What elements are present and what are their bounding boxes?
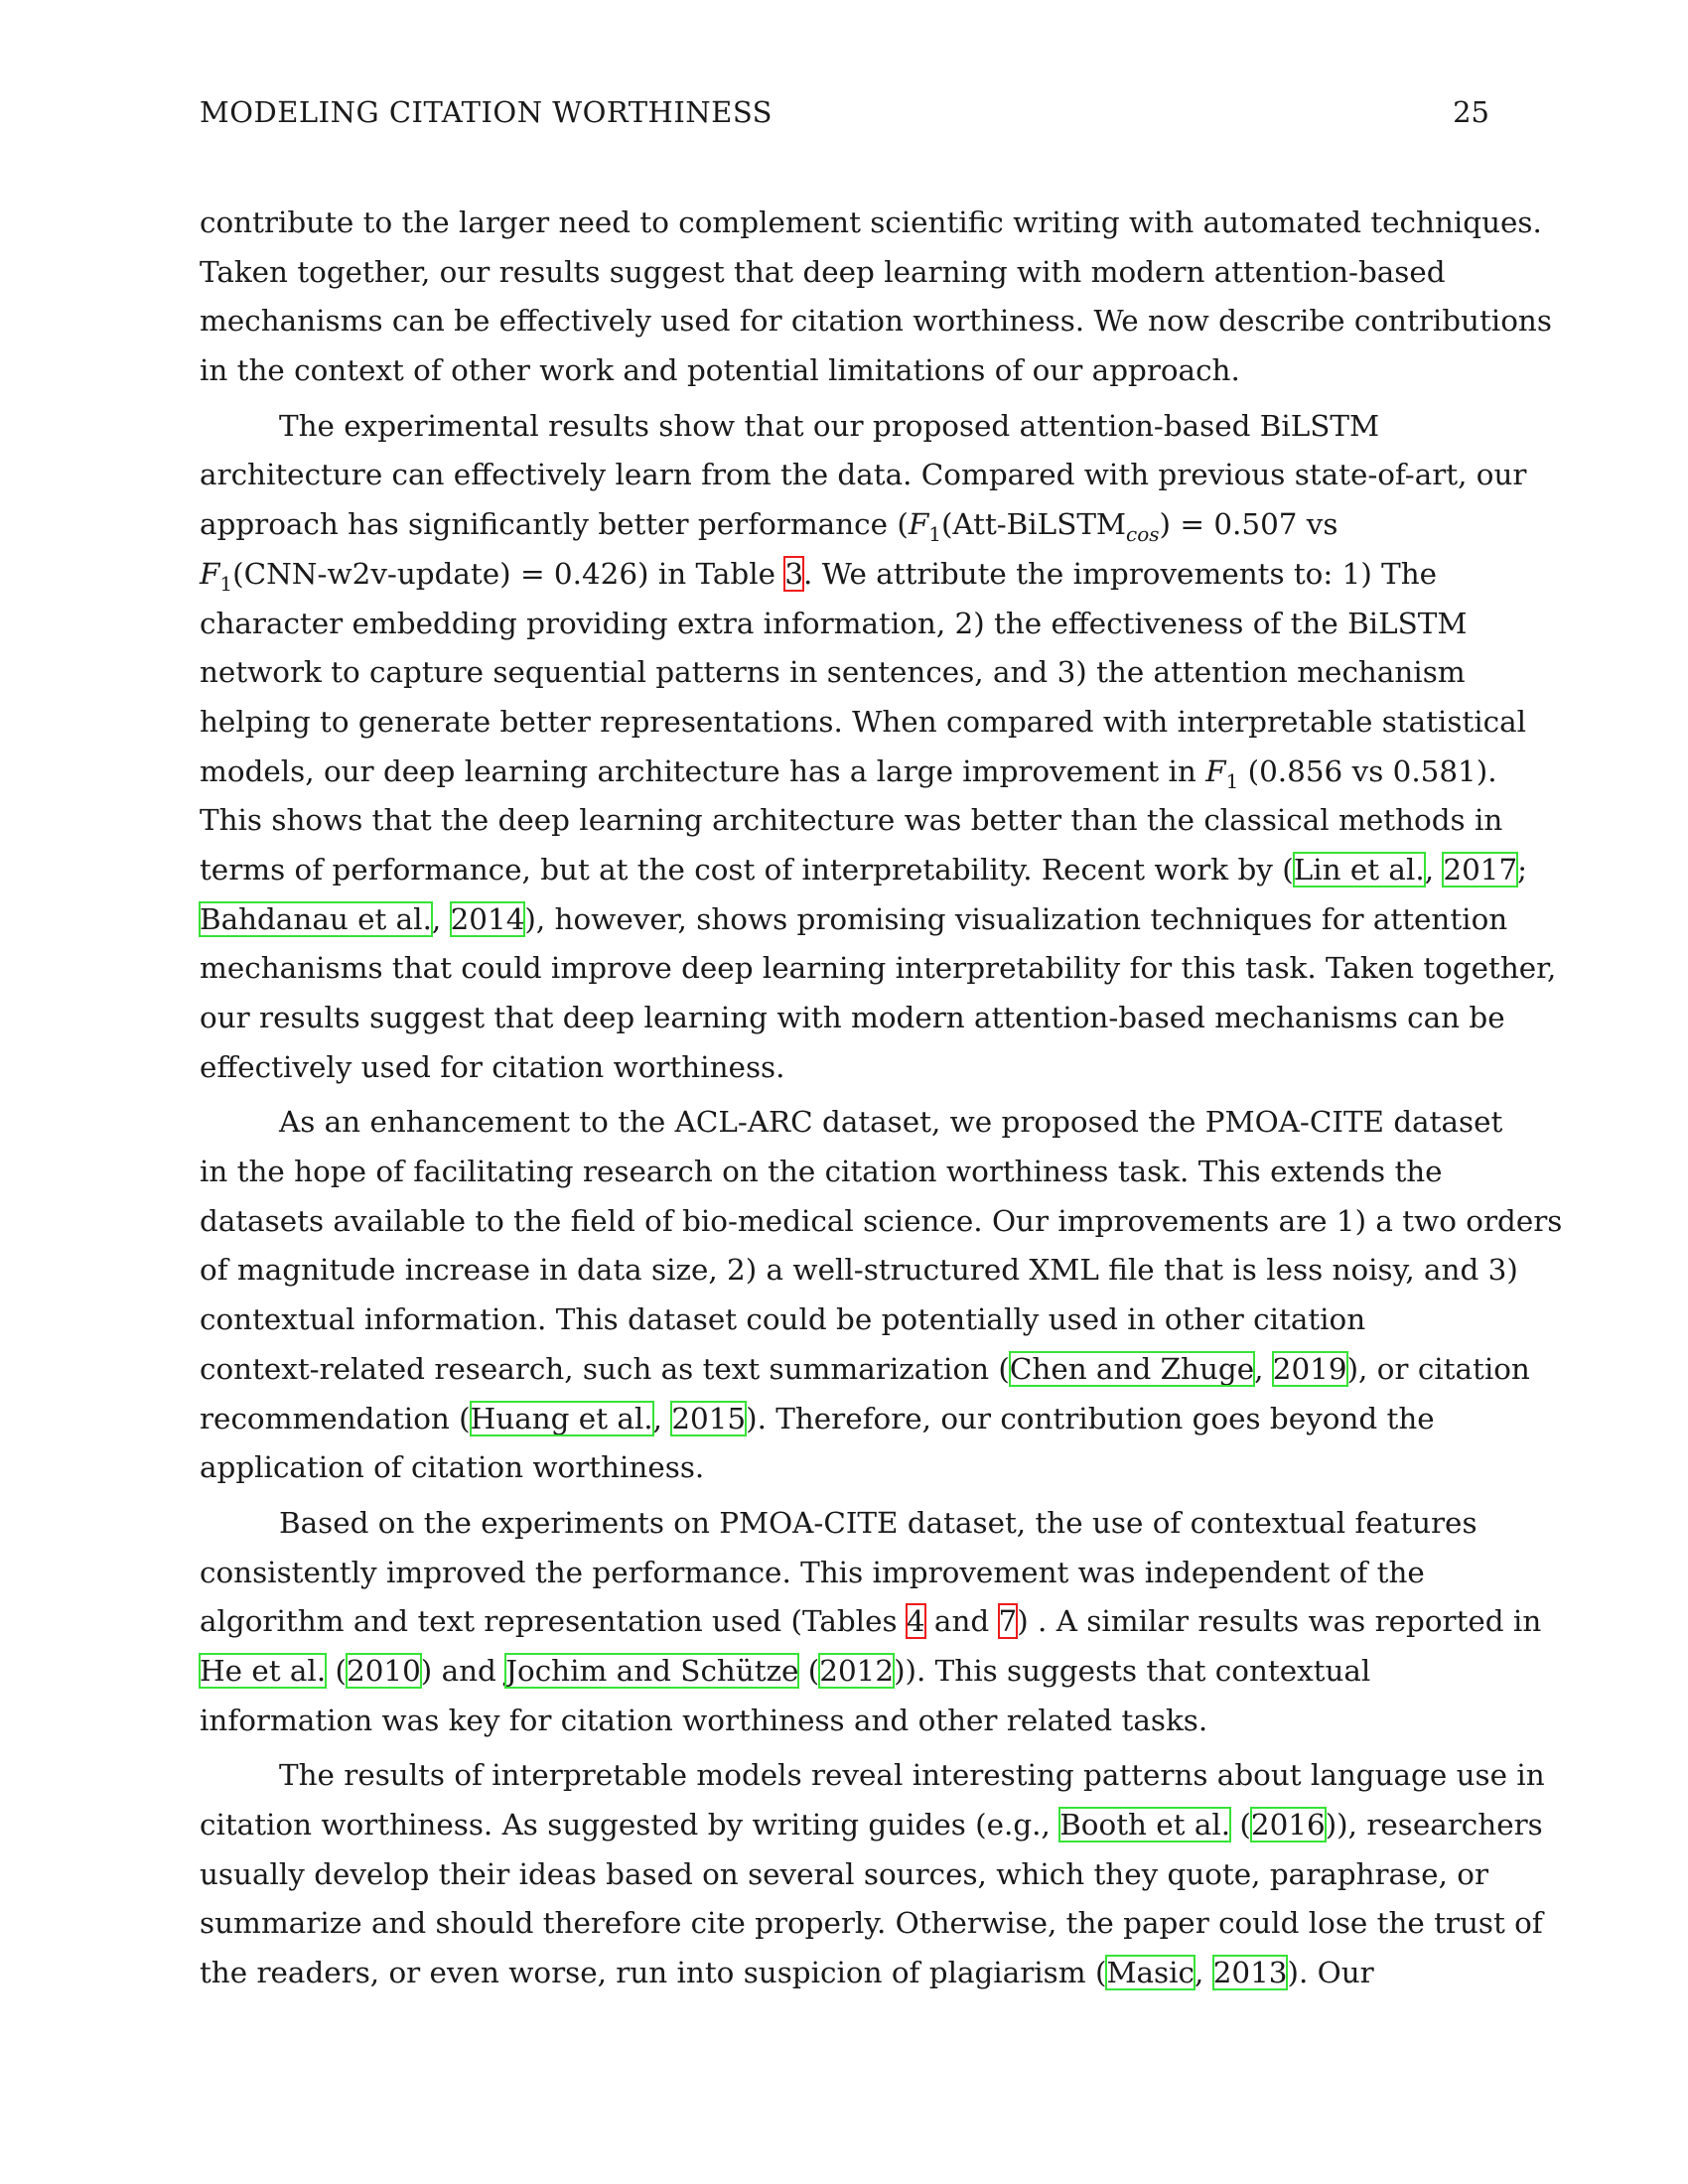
text-line — [200, 550, 1491, 600]
citation-link[interactable]: Bahdanau et al. — [200, 901, 432, 936]
citation-year-link[interactable]: 2014 — [450, 901, 525, 936]
text-line: architecture can effectively learn from the data. Compared with previous state-of-art, our — [200, 458, 1527, 492]
text-fragment: the readers, or even worse, run into suspicion of plagiarism ( — [200, 1956, 1107, 1990]
text-line: mechanisms can be effectively used for citation worthiness. We now describe contributions — [200, 304, 1552, 339]
page-number: 25 — [1453, 95, 1489, 129]
text-fragment: )). This suggests that contextual — [894, 1653, 1371, 1688]
text-line: helping to generate better representations. When compared with interpretable statistical — [200, 704, 1526, 739]
text-fragment: approach has significantly better performance ( — [200, 507, 909, 542]
table-ref-link[interactable]: 4 — [906, 1604, 925, 1639]
text-fragment: ) and — [420, 1653, 506, 1688]
text-line: datasets available to the field of bio-medical science. Our improvements are 1) a two orders — [200, 1203, 1563, 1238]
text-fragment: context-related research, such as text summarization ( — [200, 1351, 1010, 1386]
text-fragment: citation worthiness. As suggested by writing guides (e.g., — [200, 1808, 1060, 1842]
body-text — [200, 199, 1563, 1998]
text-line — [200, 1345, 1530, 1395]
text-line: in the hope of facilitating research on the citation worthiness task. This extends the — [200, 1155, 1443, 1189]
text-fragment: ; — [1517, 852, 1528, 887]
table-ref-link[interactable]: 3 — [784, 556, 804, 591]
text-line — [200, 500, 1491, 550]
paragraph-2 — [200, 402, 1557, 1093]
text-line: network to capture sequential patterns in sentences, and 3) the attention mechanism — [200, 655, 1466, 690]
text-fragment: ( — [326, 1653, 347, 1688]
citation-link[interactable]: Booth et al. — [1059, 1808, 1231, 1842]
paragraph-4 — [200, 1499, 1542, 1745]
text-line: character embedding providing extra information, 2) the effectiveness of the BiLSTM — [200, 606, 1468, 640]
text-fragment: ), however, shows promising visualization techniques for attention — [524, 901, 1508, 936]
running-head: MODELING CITATION WORTHINESS — [200, 95, 774, 129]
paragraph-1 — [200, 199, 1552, 396]
text-line: consistently improved the performance. This improvement was independent of the — [200, 1555, 1425, 1589]
citation-link[interactable]: Masic — [1106, 1956, 1195, 1990]
text-line — [200, 1395, 1491, 1444]
text-line: Based on the experiments on PMOA-CITE dataset, the use of contextual features — [279, 1505, 1477, 1540]
text-fragment: , — [1254, 1351, 1273, 1386]
math-f: F — [1205, 753, 1226, 788]
text-line: Taken together, our results suggest that deep learning with modern attention-based — [200, 254, 1446, 289]
text-fragment: ). Therefore, our contribution goes beyond the — [746, 1401, 1435, 1435]
text-fragment: (Att-BiLSTM — [940, 507, 1127, 542]
citation-year-link[interactable]: 2015 — [671, 1401, 747, 1435]
text-line — [200, 1597, 1542, 1647]
math-subscript: 1 — [219, 571, 233, 596]
text-line: The experimental results show that our proposed attention-based BiLSTM — [279, 408, 1380, 443]
citation-year-link[interactable]: 2012 — [819, 1653, 895, 1688]
text-line — [200, 895, 1508, 945]
citation-link[interactable]: Huang et al. — [470, 1401, 653, 1435]
text-fragment: (CNN-w2v-update) = 0.426) in Table — [232, 556, 785, 591]
text-line: This shows that the deep learning architecture was better than the classical methods in — [200, 803, 1503, 838]
text-fragment: , — [1424, 852, 1444, 887]
text-line: As an enhancement to the ACL-ARC dataset, we proposed the PMOA-CITE dataset — [279, 1105, 1503, 1140]
math-f: F — [908, 507, 929, 542]
citation-year-link[interactable]: 2017 — [1443, 852, 1518, 887]
text-fragment: recommendation ( — [200, 1401, 471, 1435]
citation-year-link[interactable]: 2019 — [1272, 1351, 1347, 1386]
text-line — [200, 1647, 1491, 1697]
text-line: usually develop their ideas based on several sources, which they quote, paraphrase, or — [200, 1856, 1488, 1891]
text-line: summarize and should therefore cite properly. Otherwise, the paper could lose the trust of — [200, 1906, 1543, 1941]
text-fragment: . We attribute the improvements to: 1) The — [803, 556, 1438, 591]
citation-year-link[interactable]: 2010 — [347, 1653, 421, 1688]
text-fragment: , — [431, 901, 451, 936]
paragraph-5 — [200, 1751, 1545, 1997]
citation-link[interactable]: Lin et al. — [1293, 852, 1425, 887]
text-fragment: ), or citation — [1346, 1351, 1530, 1386]
text-fragment: terms of performance, but at the cost of interpretability. Recent work by ( — [200, 852, 1294, 887]
text-line: application of citation worthiness. — [200, 1450, 705, 1485]
math-subscript: 1 — [928, 522, 941, 546]
text-line: effectively used for citation worthiness. — [200, 1049, 785, 1084]
math-subscript: cos — [1126, 522, 1160, 546]
math-f: F — [200, 556, 220, 591]
citation-link[interactable]: He et al. — [200, 1653, 327, 1688]
text-fragment: and — [924, 1604, 999, 1639]
text-fragment: ). Our — [1287, 1956, 1374, 1990]
text-line — [200, 1801, 1543, 1850]
text-fragment: ( — [1230, 1808, 1251, 1842]
text-fragment: models, our deep learning architecture has a large improvement in — [200, 753, 1206, 788]
text-fragment: algorithm and text representation used (Tables — [200, 1604, 907, 1639]
citation-year-link[interactable]: 2013 — [1212, 1956, 1288, 1990]
text-fragment: )), researchers — [1325, 1808, 1543, 1842]
text-line: The results of interpretable models reveal interesting patterns about language use in — [279, 1758, 1545, 1793]
citation-link[interactable]: Chen and Zhuge — [1009, 1351, 1255, 1386]
text-line: our results suggest that deep learning with modern attention-based mechanisms can be — [200, 1001, 1505, 1034]
text-line: contribute to the larger need to complement scientific writing with automated techniques. — [200, 205, 1542, 239]
math-subscript: 1 — [1225, 768, 1239, 793]
text-fragment: , — [1195, 1956, 1213, 1990]
text-fragment: ( — [798, 1653, 820, 1688]
text-line: of magnitude increase in data size, 2) a well-structured XML file that is less noisy, and 3) — [200, 1253, 1518, 1288]
text-line: in the context of other work and potential limitations of our approach. — [200, 353, 1240, 388]
text-line — [200, 846, 1528, 895]
text-line: mechanisms that could improve deep learning interpretability for this task. Taken together, — [200, 951, 1557, 986]
text-line — [200, 1949, 1491, 1998]
text-fragment: , — [652, 1401, 672, 1435]
text-fragment: ) . A similar results was reported in — [1017, 1604, 1542, 1639]
text-line: information was key for citation worthiness and other related tasks. — [200, 1703, 1208, 1737]
text-line — [200, 748, 1497, 797]
text-line: contextual information. This dataset could be potentially used in other citation — [200, 1302, 1366, 1337]
text-fragment: ) = 0.507 vs — [1159, 507, 1338, 542]
text-fragment: (0.856 vs 0.581). — [1238, 753, 1497, 788]
citation-link[interactable]: Jochim and Schütze — [505, 1653, 799, 1688]
paragraph-3 — [200, 1098, 1563, 1493]
citation-year-link[interactable]: 2016 — [1250, 1808, 1326, 1842]
table-ref-link[interactable]: 7 — [998, 1604, 1018, 1639]
